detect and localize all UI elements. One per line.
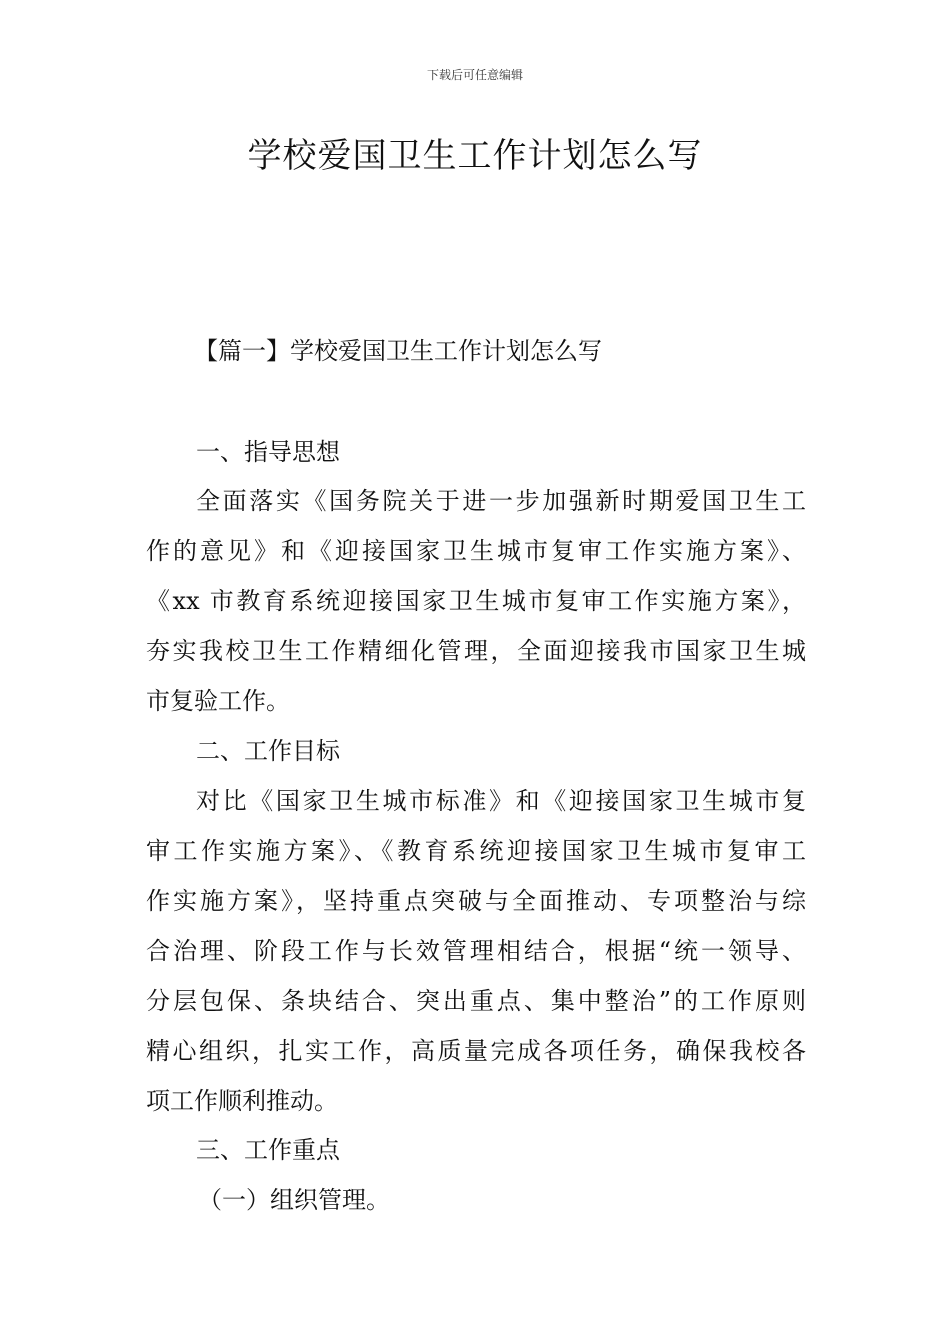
paragraph-line: 作实施方案》，坚持重点突破与全面推动、专项整治与综: [146, 887, 806, 915]
paragraph-line: 合治理、阶段工作与长效管理相结合，根据“统一领导、: [146, 937, 806, 965]
heading-work-goals: 二、工作目标: [196, 737, 340, 765]
heading-work-focus: 三、工作重点: [196, 1136, 340, 1164]
subheading-organization: （一）组织管理。: [198, 1186, 390, 1214]
header-note: 下载后可任意编辑: [426, 68, 523, 82]
document-title: 学校爱国卫生工作计划怎么写: [247, 136, 703, 176]
paragraph-line: 全面落实《国务院关于进一步加强新时期爱国卫生工: [196, 487, 806, 515]
paragraph-line: 项工作顺利推动。: [146, 1087, 338, 1115]
paragraph-line: 夯实我校卫生工作精细化管理，全面迎接我市国家卫生城: [146, 637, 806, 665]
heading-guiding-ideology: 一、指导思想: [196, 438, 340, 466]
section-title: 【篇一】学校爱国卫生工作计划怎么写: [194, 337, 602, 365]
paragraph-line: 《xx 市教育系统迎接国家卫生城市复审工作实施方案》，: [146, 587, 806, 615]
paragraph-line: 作的意见》和《迎接国家卫生城市复审工作实施方案》、: [146, 537, 806, 565]
paragraph-line: 精心组织，扎实工作，高质量完成各项任务，确保我校各: [146, 1037, 806, 1065]
paragraph-line: 分层包保、条块结合、突出重点、集中整治”的工作原则: [146, 987, 806, 1015]
paragraph-line: 对比《国家卫生城市标准》和《迎接国家卫生城市复: [196, 787, 806, 815]
paragraph-line: 审工作实施方案》、《教育系统迎接国家卫生城市复审工: [146, 837, 806, 865]
paragraph-line: 市复验工作。: [146, 687, 290, 715]
